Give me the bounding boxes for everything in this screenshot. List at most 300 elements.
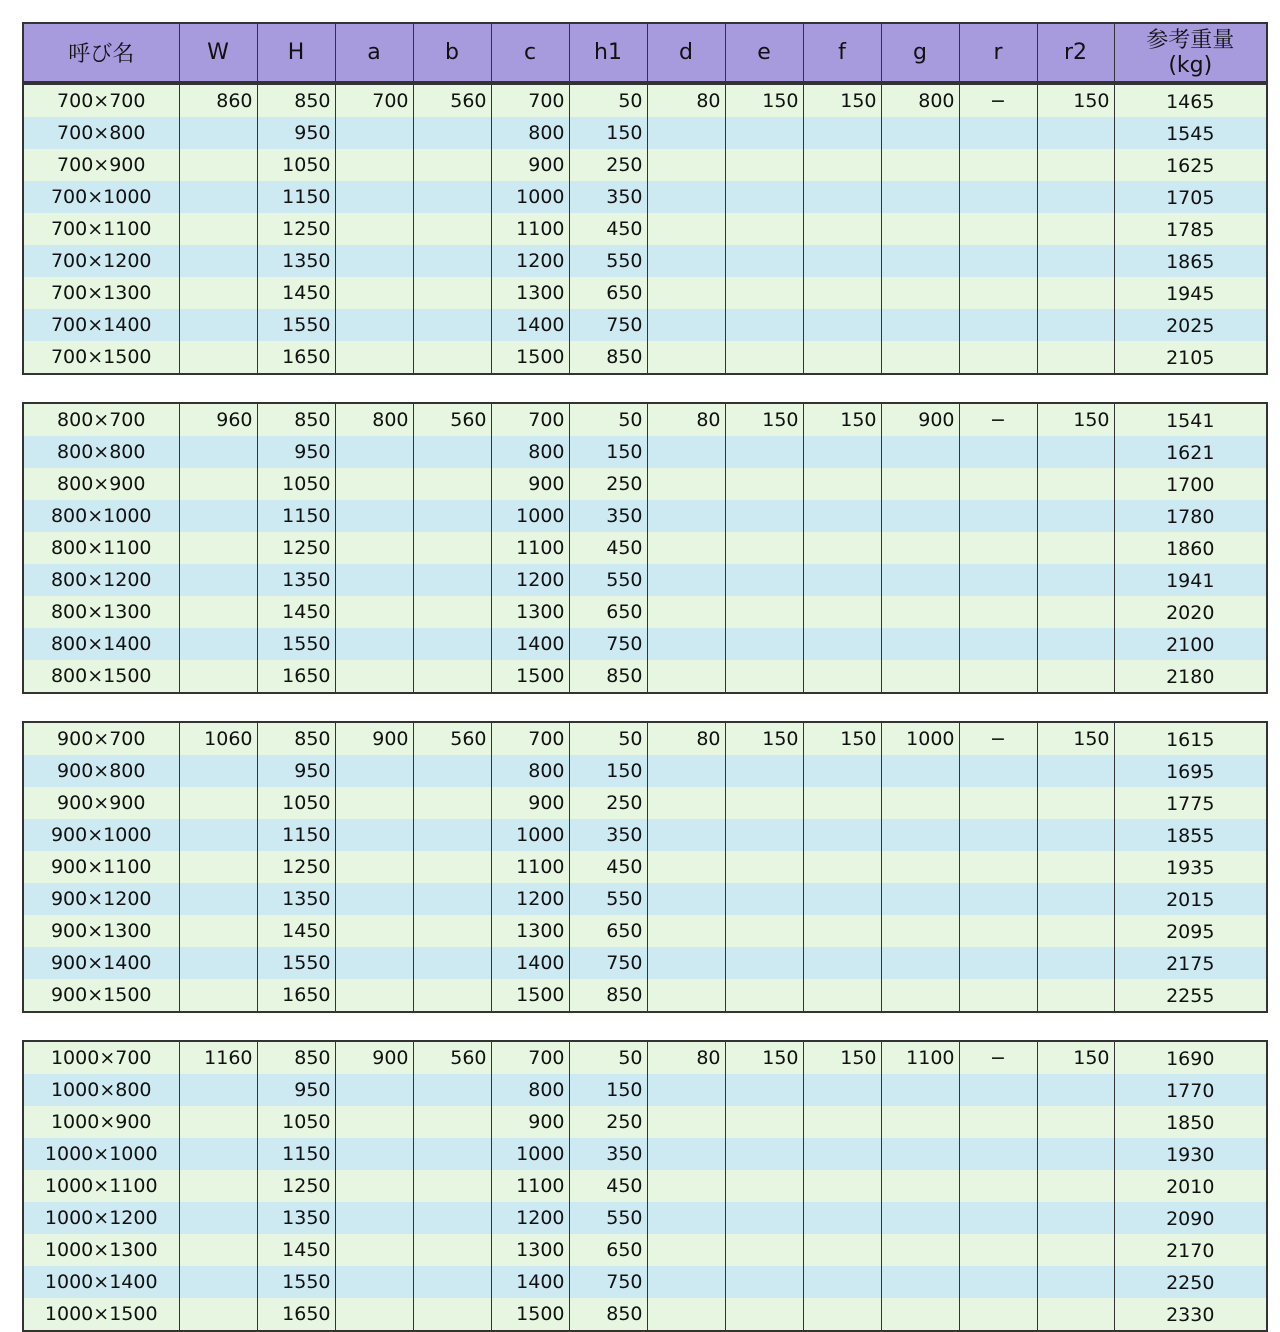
cell-W [179, 277, 257, 309]
cell-H: 1650 [257, 341, 335, 374]
cell-f [803, 341, 881, 374]
cell-H: 1250 [257, 213, 335, 245]
size-group-table [22, 1040, 1268, 1332]
cell-g [881, 979, 959, 1012]
cell-a [335, 1298, 413, 1331]
cell-h1: 350 [569, 500, 647, 532]
cell-r [959, 947, 1037, 979]
cell-a [335, 979, 413, 1012]
cell-nominal: 1000×1300 [23, 1234, 179, 1266]
cell-f [803, 309, 881, 341]
cell-f [803, 277, 881, 309]
cell-b [413, 309, 491, 341]
cell-e [725, 1074, 803, 1106]
cell-weight: 2090 [1114, 1202, 1267, 1234]
cell-r2 [1037, 181, 1114, 213]
cell-e [725, 1202, 803, 1234]
header-r2: r2 [1037, 23, 1114, 82]
cell-nominal: 1000×800 [23, 1074, 179, 1106]
cell-r [959, 979, 1037, 1012]
cell-r [959, 309, 1037, 341]
cell-f [803, 117, 881, 149]
size-group-table [22, 83, 1268, 375]
cell-r [959, 851, 1037, 883]
cell-b [413, 947, 491, 979]
cell-W [179, 468, 257, 500]
cell-nominal: 700×1100 [23, 213, 179, 245]
cell-a [335, 309, 413, 341]
cell-r2 [1037, 564, 1114, 596]
cell-a [335, 1138, 413, 1170]
cell-a [335, 436, 413, 468]
cell-nominal: 900×1300 [23, 915, 179, 947]
table-row [23, 1266, 1267, 1298]
cell-e [725, 213, 803, 245]
cell-weight: 1935 [1114, 851, 1267, 883]
header-w: W [179, 23, 257, 82]
table-row [23, 1041, 1267, 1074]
table-row [23, 1202, 1267, 1234]
size-group-table [22, 402, 1268, 694]
cell-c: 1100 [491, 1170, 569, 1202]
cell-r [959, 564, 1037, 596]
cell-h1: 50 [569, 1041, 647, 1074]
cell-g [881, 1074, 959, 1106]
cell-a [335, 117, 413, 149]
cell-H: 1250 [257, 532, 335, 564]
cell-c: 1000 [491, 819, 569, 851]
cell-c: 800 [491, 1074, 569, 1106]
cell-r2 [1037, 117, 1114, 149]
cell-weight: 2330 [1114, 1298, 1267, 1331]
table-row [23, 1106, 1267, 1138]
cell-nominal: 800×1500 [23, 660, 179, 693]
cell-g [881, 1170, 959, 1202]
cell-f [803, 468, 881, 500]
cell-H: 950 [257, 436, 335, 468]
cell-e [725, 1234, 803, 1266]
cell-f [803, 1106, 881, 1138]
table-row [23, 755, 1267, 787]
cell-nominal: 900×800 [23, 755, 179, 787]
cell-f [803, 1298, 881, 1331]
cell-g [881, 883, 959, 915]
cell-r [959, 277, 1037, 309]
cell-b [413, 1074, 491, 1106]
cell-g [881, 628, 959, 660]
cell-r [959, 787, 1037, 819]
cell-f [803, 1234, 881, 1266]
cell-f [803, 755, 881, 787]
cell-c: 1200 [491, 1202, 569, 1234]
cell-f [803, 787, 881, 819]
cell-g [881, 660, 959, 693]
cell-b [413, 1266, 491, 1298]
cell-h1: 150 [569, 436, 647, 468]
cell-weight: 2020 [1114, 596, 1267, 628]
cell-r2 [1037, 1234, 1114, 1266]
cell-r2 [1037, 436, 1114, 468]
cell-r2 [1037, 1202, 1114, 1234]
cell-f [803, 564, 881, 596]
cell-f [803, 819, 881, 851]
cell-f [803, 1074, 881, 1106]
cell-weight: 2175 [1114, 947, 1267, 979]
cell-r2 [1037, 149, 1114, 181]
cell-nominal: 1000×1100 [23, 1170, 179, 1202]
block-gap [22, 1013, 1260, 1040]
table-row [23, 403, 1267, 436]
cell-r2 [1037, 851, 1114, 883]
cell-H: 1350 [257, 245, 335, 277]
cell-b [413, 277, 491, 309]
cell-nominal: 900×1400 [23, 947, 179, 979]
cell-f: 150 [803, 84, 881, 117]
cell-b [413, 468, 491, 500]
cell-r [959, 1266, 1037, 1298]
cell-e [725, 1106, 803, 1138]
cell-g [881, 341, 959, 374]
cell-g [881, 596, 959, 628]
table-row [23, 883, 1267, 915]
cell-r2 [1037, 468, 1114, 500]
cell-f [803, 181, 881, 213]
cell-e [725, 309, 803, 341]
cell-H: 1650 [257, 660, 335, 693]
cell-weight: 2095 [1114, 915, 1267, 947]
cell-H: 850 [257, 722, 335, 755]
cell-r: − [959, 403, 1037, 436]
cell-e [725, 819, 803, 851]
cell-nominal: 1000×900 [23, 1106, 179, 1138]
cell-r [959, 500, 1037, 532]
cell-c: 1400 [491, 309, 569, 341]
cell-e [725, 883, 803, 915]
cell-r2: 150 [1037, 403, 1114, 436]
cell-d [647, 1266, 725, 1298]
cell-W [179, 341, 257, 374]
table-row [23, 1234, 1267, 1266]
cell-e [725, 660, 803, 693]
cell-W [179, 1138, 257, 1170]
cell-H: 1250 [257, 1170, 335, 1202]
cell-nominal: 800×900 [23, 468, 179, 500]
cell-f [803, 149, 881, 181]
cell-f [803, 500, 881, 532]
cell-r2 [1037, 500, 1114, 532]
cell-e [725, 277, 803, 309]
cell-b [413, 1106, 491, 1138]
cell-d [647, 277, 725, 309]
cell-r [959, 341, 1037, 374]
cell-a [335, 1234, 413, 1266]
cell-weight: 1855 [1114, 819, 1267, 851]
cell-H: 850 [257, 403, 335, 436]
header-c: c [491, 23, 569, 82]
cell-d [647, 468, 725, 500]
table-row [23, 979, 1267, 1012]
table-row [23, 149, 1267, 181]
cell-H: 1450 [257, 915, 335, 947]
cell-r [959, 819, 1037, 851]
cell-g [881, 500, 959, 532]
cell-h1: 50 [569, 722, 647, 755]
cell-d [647, 1170, 725, 1202]
cell-weight: 1690 [1114, 1041, 1267, 1074]
cell-d [647, 596, 725, 628]
cell-weight: 1860 [1114, 532, 1267, 564]
cell-g [881, 1266, 959, 1298]
cell-r [959, 1234, 1037, 1266]
cell-h1: 850 [569, 979, 647, 1012]
table-row [23, 628, 1267, 660]
cell-weight: 2025 [1114, 309, 1267, 341]
cell-c: 1500 [491, 979, 569, 1012]
cell-g [881, 277, 959, 309]
cell-f: 150 [803, 403, 881, 436]
cell-c: 1500 [491, 341, 569, 374]
size-group-table [22, 721, 1268, 1013]
cell-nominal: 800×1000 [23, 500, 179, 532]
table-row [23, 596, 1267, 628]
table-row [23, 117, 1267, 149]
cell-nominal: 700×1200 [23, 245, 179, 277]
cell-f [803, 245, 881, 277]
cell-h1: 550 [569, 883, 647, 915]
cell-e [725, 787, 803, 819]
cell-a [335, 787, 413, 819]
cell-r [959, 1298, 1037, 1331]
spec-sheet [22, 22, 1260, 1332]
cell-W [179, 883, 257, 915]
cell-a [335, 1106, 413, 1138]
cell-h1: 750 [569, 947, 647, 979]
cell-b [413, 883, 491, 915]
cell-c: 1500 [491, 1298, 569, 1331]
cell-weight: 1625 [1114, 149, 1267, 181]
cell-r [959, 915, 1037, 947]
cell-g [881, 436, 959, 468]
table-row [23, 309, 1267, 341]
header-f: f [803, 23, 881, 82]
table-row [23, 1170, 1267, 1202]
cell-g [881, 564, 959, 596]
cell-d [647, 628, 725, 660]
cell-W [179, 532, 257, 564]
cell-nominal: 700×1500 [23, 341, 179, 374]
cell-W [179, 564, 257, 596]
cell-W: 860 [179, 84, 257, 117]
cell-c: 1400 [491, 1266, 569, 1298]
header-b: b [413, 23, 491, 82]
cell-d [647, 1106, 725, 1138]
cell-c: 1200 [491, 564, 569, 596]
cell-r [959, 1170, 1037, 1202]
cell-weight: 1775 [1114, 787, 1267, 819]
cell-c: 700 [491, 84, 569, 117]
cell-nominal: 700×700 [23, 84, 179, 117]
cell-H: 950 [257, 755, 335, 787]
cell-r [959, 1138, 1037, 1170]
cell-H: 1050 [257, 149, 335, 181]
cell-a [335, 532, 413, 564]
cell-b [413, 787, 491, 819]
cell-a [335, 851, 413, 883]
cell-a [335, 915, 413, 947]
cell-W [179, 500, 257, 532]
cell-r2: 150 [1037, 1041, 1114, 1074]
cell-r2 [1037, 532, 1114, 564]
cell-f [803, 213, 881, 245]
cell-g [881, 309, 959, 341]
cell-a [335, 277, 413, 309]
cell-h1: 50 [569, 403, 647, 436]
cell-h1: 850 [569, 660, 647, 693]
cell-b [413, 979, 491, 1012]
header-a: a [335, 23, 413, 82]
cell-weight: 1621 [1114, 436, 1267, 468]
cell-W [179, 149, 257, 181]
cell-f [803, 883, 881, 915]
cell-c: 1100 [491, 532, 569, 564]
cell-e [725, 436, 803, 468]
header-weight-unit: (kg) [1168, 52, 1213, 78]
cell-W [179, 851, 257, 883]
cell-g [881, 468, 959, 500]
cell-d [647, 1074, 725, 1106]
cell-r2 [1037, 819, 1114, 851]
table-row [23, 500, 1267, 532]
cell-c: 900 [491, 1106, 569, 1138]
cell-h1: 550 [569, 245, 647, 277]
cell-W [179, 915, 257, 947]
cell-nominal: 900×1500 [23, 979, 179, 1012]
cell-H: 1150 [257, 819, 335, 851]
cell-r2 [1037, 947, 1114, 979]
cell-h1: 150 [569, 1074, 647, 1106]
block-gap [22, 694, 1260, 721]
header-nominal: 呼び名 [23, 23, 179, 82]
cell-h1: 450 [569, 213, 647, 245]
table-row [23, 660, 1267, 693]
cell-H: 950 [257, 117, 335, 149]
cell-f [803, 1266, 881, 1298]
table-row [23, 564, 1267, 596]
cell-e: 150 [725, 84, 803, 117]
cell-e [725, 468, 803, 500]
cell-g [881, 213, 959, 245]
cell-nominal: 800×1100 [23, 532, 179, 564]
cell-e [725, 596, 803, 628]
table-row [23, 436, 1267, 468]
cell-h1: 250 [569, 1106, 647, 1138]
cell-h1: 750 [569, 1266, 647, 1298]
cell-b [413, 181, 491, 213]
table-row [23, 181, 1267, 213]
cell-c: 1400 [491, 628, 569, 660]
cell-a [335, 564, 413, 596]
table-row [23, 245, 1267, 277]
cell-h1: 350 [569, 1138, 647, 1170]
cell-c: 1300 [491, 915, 569, 947]
cell-c: 900 [491, 787, 569, 819]
cell-H: 1350 [257, 564, 335, 596]
header-h1: h1 [569, 23, 647, 82]
cell-e [725, 1138, 803, 1170]
cell-c: 800 [491, 755, 569, 787]
cell-r2 [1037, 341, 1114, 374]
table-row [23, 1074, 1267, 1106]
cell-H: 1350 [257, 1202, 335, 1234]
cell-weight: 1865 [1114, 245, 1267, 277]
cell-r2 [1037, 1106, 1114, 1138]
table-row [23, 851, 1267, 883]
table-header [22, 22, 1268, 83]
cell-f [803, 915, 881, 947]
cell-h1: 650 [569, 596, 647, 628]
cell-weight: 1705 [1114, 181, 1267, 213]
cell-r [959, 149, 1037, 181]
cell-H: 1450 [257, 596, 335, 628]
block-gap [22, 375, 1260, 402]
cell-c: 1000 [491, 181, 569, 213]
cell-b [413, 500, 491, 532]
cell-H: 1650 [257, 1298, 335, 1331]
cell-r2 [1037, 1298, 1114, 1331]
table-row [23, 947, 1267, 979]
cell-h1: 850 [569, 341, 647, 374]
cell-r [959, 596, 1037, 628]
cell-r [959, 436, 1037, 468]
header-e: e [725, 23, 803, 82]
cell-d [647, 660, 725, 693]
cell-H: 1450 [257, 277, 335, 309]
cell-g: 800 [881, 84, 959, 117]
cell-weight: 1465 [1114, 84, 1267, 117]
cell-weight: 2100 [1114, 628, 1267, 660]
cell-r2 [1037, 1138, 1114, 1170]
cell-r2 [1037, 755, 1114, 787]
cell-h1: 650 [569, 277, 647, 309]
cell-b [413, 915, 491, 947]
cell-nominal: 900×700 [23, 722, 179, 755]
cell-f [803, 436, 881, 468]
cell-f [803, 1170, 881, 1202]
cell-W [179, 947, 257, 979]
cell-h1: 650 [569, 1234, 647, 1266]
cell-c: 1100 [491, 213, 569, 245]
cell-b [413, 1202, 491, 1234]
cell-a [335, 468, 413, 500]
cell-r [959, 1106, 1037, 1138]
cell-g [881, 1298, 959, 1331]
cell-W [179, 436, 257, 468]
table-row [23, 722, 1267, 755]
cell-d [647, 1138, 725, 1170]
cell-b [413, 117, 491, 149]
cell-g [881, 149, 959, 181]
table-row [23, 468, 1267, 500]
cell-a [335, 1202, 413, 1234]
cell-c: 1500 [491, 660, 569, 693]
cell-weight: 1780 [1114, 500, 1267, 532]
cell-e [725, 245, 803, 277]
cell-nominal: 900×1100 [23, 851, 179, 883]
cell-a [335, 213, 413, 245]
cell-a [335, 628, 413, 660]
cell-weight: 1695 [1114, 755, 1267, 787]
cell-nominal: 700×800 [23, 117, 179, 149]
